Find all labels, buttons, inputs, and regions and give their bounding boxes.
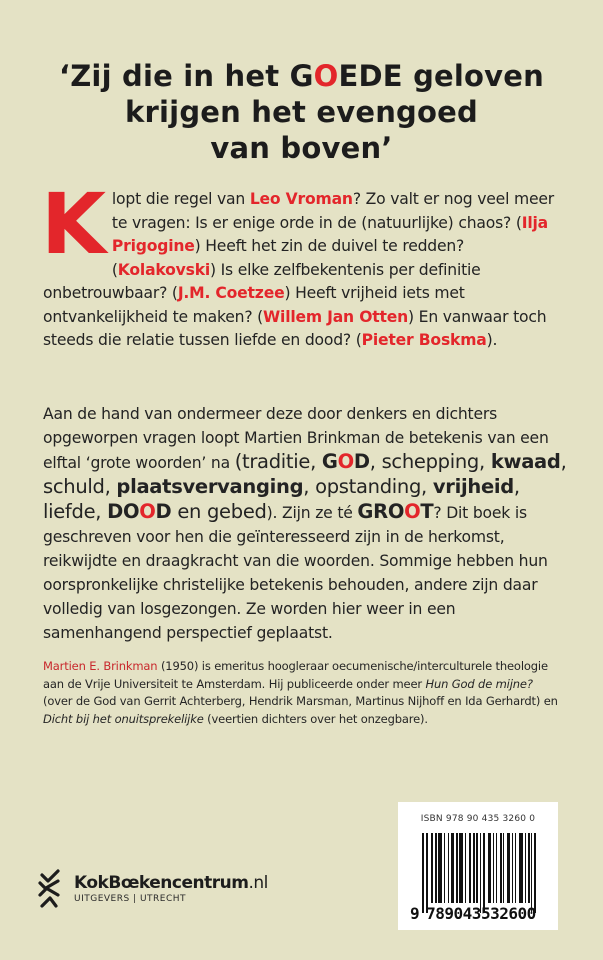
- thinker-name: Kolakovski: [117, 260, 211, 279]
- keyword-dood: DOOD: [107, 500, 172, 523]
- intro-paragraph: Klopt die regel van Leo Vroman? Zo valt er nog veel meer te vragen: Is er enige orde in de (natuurlijke) chaos? (Ilja Prigogine) Heeft het zin de duivel te redden? (Kolakovski) Is elke zelfbekentenis per definitie onbetrouwbaar? (J.M. Coetzee) Heeft vrijheid iets met ontvankelijkheid te maken? (Willem Jan Otten) En vanwaar toch steeds die relatie tussen liefde en dood? (Pieter Boskma).: [41, 175, 554, 349]
- keyword-vrijheid: vrijheid: [432, 475, 514, 498]
- quote-line-3: van boven’: [210, 131, 393, 165]
- red-o: O: [313, 59, 339, 93]
- thinker-name: Ilja Prigogine: [111, 213, 548, 255]
- drop-cap: K: [41, 175, 106, 273]
- thinker-name: Leo Vroman: [249, 190, 353, 208]
- thinker-name: Pieter Boskma: [361, 331, 487, 349]
- publisher-subtitle: UITGEVERS | UTRECHT: [74, 894, 187, 904]
- author-name: Martien E. Brinkman: [43, 659, 158, 673]
- keyword-god: GOD: [321, 450, 370, 473]
- keyword-groot: GROOT: [357, 500, 434, 523]
- keyword-kwaad: kwaad: [490, 450, 561, 473]
- kok-boekencentrum-logo-icon: [36, 868, 64, 910]
- book-title: Hun God de mijne?: [425, 676, 533, 691]
- barcode-bars: [422, 833, 536, 913]
- thinker-name: Willem Jan Otten: [263, 307, 409, 326]
- author-bio: Martien E. Brinkman (1950) is emeritus hoogleraar oecumenische/interculturele theologie aan de Vrije Universiteit te Amsterdam. Hij publiceerde onder meer Hun God de mijne? (over de God van Gerrit Achterberg, Hendrik Marsman, Martinus Nijhoff en Ida Gerhardt) en Dicht bij het onuitsprekelijke (veertien dichters over het onzegbare).: [43, 659, 558, 726]
- quote-line-2: krijgen het evengoed: [125, 95, 478, 129]
- publisher-name: KokBœkencentrum.nl: [74, 873, 268, 893]
- publisher-logo: [36, 868, 268, 910]
- barcode-digits: 9 789043532600: [410, 904, 536, 923]
- quote-line-1: ‘Zij die in het GOEDE geloven: [58, 59, 545, 93]
- keyword-plaatsvervanging: plaatsvervanging: [116, 475, 304, 498]
- isbn-barcode: [398, 802, 558, 930]
- isbn-label: ISBN 978 90 435 3260 0: [420, 814, 536, 824]
- headline-quote: [0, 58, 603, 166]
- book-title: Dicht bij het onuitsprekelijke: [43, 711, 204, 726]
- thinker-name: J.M. Coetzee: [177, 284, 285, 302]
- description-paragraph: Aan de hand van ondermeer deze door denkers en dichters opgeworpen vragen loopt Martien Brinkman de betekenis van een elftal ‘grote woorden’ na (traditie, GOD, schepping, kwaad, schuld, plaatsvervanging, opstanding, vrijheid, liefde, DOOD en gebed). Zijn ze té GROOT? Dit boek is geschreven voor hen die geïnteresseerd zijn in de herkomst, reikwijdte en draagkracht van die woorden. Sommige hebben hun oorspronkelijke christelijke betekenis behouden, andere zijn daar volledig van losgezongen. Ze worden hier weer in een samenhangend perspectief geplaatst.: [43, 405, 567, 642]
